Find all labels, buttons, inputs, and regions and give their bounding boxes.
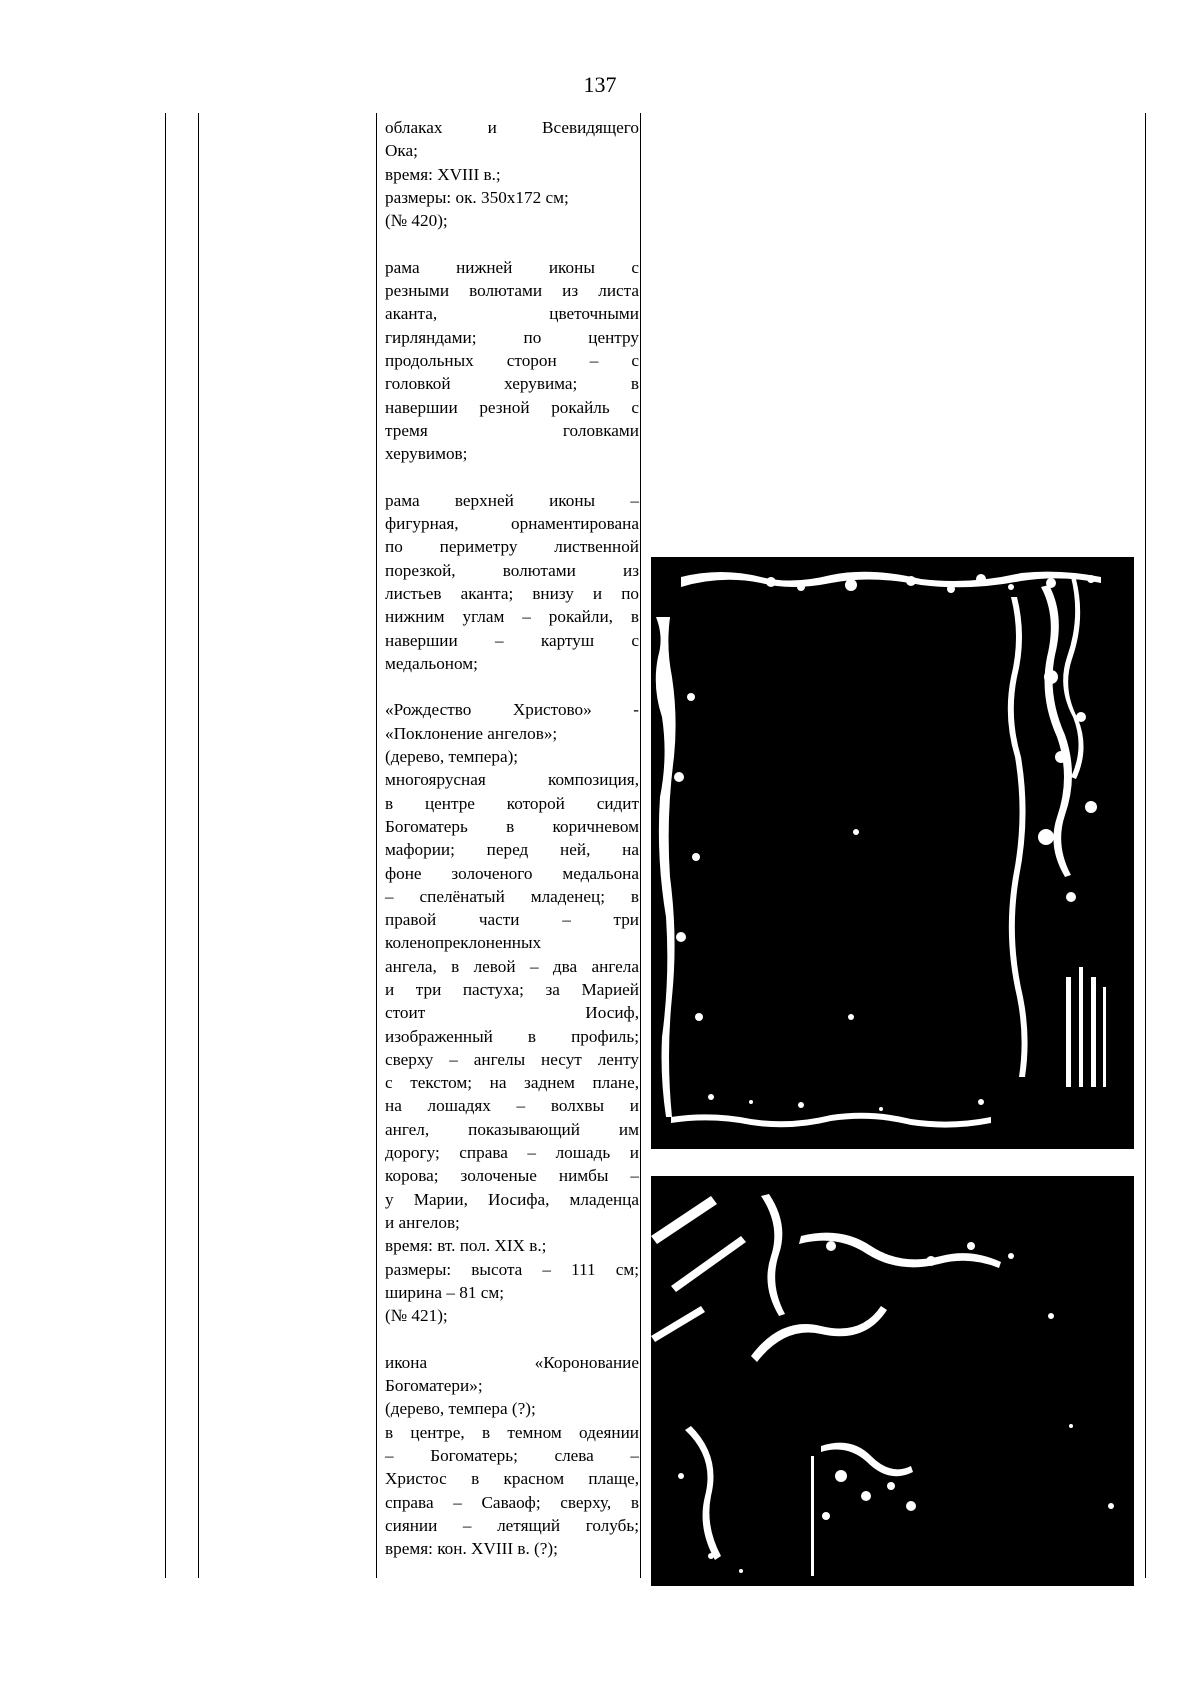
text-line: корова; золоченые нимбы –: [385, 1166, 639, 1186]
table-border-right: [1145, 113, 1146, 1578]
text-line: в центре которой сидит: [385, 793, 639, 813]
text-line: изображенный в профиль;: [385, 1026, 639, 1046]
text-line: икона «Коронование: [385, 1352, 639, 1372]
text-line: – спелёнатый младенец; в: [385, 886, 639, 906]
text-line: ангела, в левой – два ангела: [385, 956, 639, 976]
text-line: медальоном;: [385, 653, 478, 673]
text-line: дорогу; справа – лошадь и: [385, 1143, 639, 1163]
text-line: и три пастуха; за Марией: [385, 979, 639, 999]
text-line: резными волютами из листа: [385, 281, 639, 301]
table-border-text-left: [376, 113, 377, 1578]
text-line: продольных сторон – с: [385, 350, 639, 370]
text-line: (№ 420);: [385, 211, 448, 231]
text-line: «Рождество Христово» -: [385, 700, 639, 720]
text-line: время: кон. XVIII в. (?);: [385, 1539, 558, 1559]
description-paragraph: [385, 698, 639, 1327]
text-line: нижним углам – рокайли, в: [385, 607, 639, 627]
text-line: коленопреклоненных: [385, 933, 542, 953]
frame-photo-lower: [651, 1176, 1134, 1586]
description-paragraph: [385, 1351, 639, 1561]
text-line: по периметру лиственной: [385, 537, 639, 557]
text-line: размеры: высота – 111 см;: [385, 1259, 639, 1279]
text-line: сиянии – летящий голубь;: [385, 1515, 639, 1535]
text-line: правой части – три: [385, 910, 639, 930]
text-line: головкой херувима; в: [385, 374, 639, 394]
text-line: листьев аканта; внизу и по: [385, 583, 639, 603]
carved-frame-image: [651, 557, 1134, 1149]
text-line: навершии – картуш с: [385, 630, 639, 650]
text-line: и ангелов;: [385, 1212, 460, 1232]
page-number: 137: [583, 72, 617, 97]
text-line: Богоматери»;: [385, 1376, 483, 1396]
text-line: ангел, показывающий им: [385, 1119, 639, 1139]
text-line: справа – Саваоф; сверху, в: [385, 1492, 639, 1512]
text-line: аканта, цветочными: [385, 304, 639, 324]
description-paragraph: [385, 116, 639, 232]
text-line: рама верхней иконы –: [385, 490, 639, 510]
text-line: порезкой, волютами из: [385, 560, 639, 580]
text-line: Богоматерь в коричневом: [385, 816, 639, 836]
text-line: Ока;: [385, 141, 418, 161]
table-border-left-inner: [198, 113, 199, 1578]
text-line: ширина – 81 см;: [385, 1282, 505, 1302]
text-line: у Марии, Иосифа, младенца: [385, 1189, 639, 1209]
text-line: размеры: ок. 350х172 см;: [385, 187, 569, 207]
text-line: многоярусная композиция,: [385, 770, 639, 790]
text-line: «Поклонение ангелов»;: [385, 723, 558, 743]
text-line: с текстом; на заднем плане,: [385, 1073, 639, 1093]
text-line: время: XVIII в.;: [385, 164, 501, 184]
text-line: на лошадях – волхвы и: [385, 1096, 639, 1116]
text-line: облаках и Всевидящего: [385, 118, 639, 137]
text-line: стоит Иосиф,: [385, 1003, 639, 1023]
text-line: тремя головками: [385, 420, 639, 440]
table-border-left-outer: [165, 113, 166, 1578]
text-line: сверху – ангелы несут ленту: [385, 1049, 639, 1069]
description-column: [385, 116, 639, 1584]
text-line: навершии резной рокайль с: [385, 397, 639, 417]
text-line: фоне золоченого медальона: [385, 863, 639, 883]
description-paragraph: [385, 489, 639, 675]
table-border-text-right: [640, 113, 641, 1578]
text-line: – Богоматерь; слева –: [385, 1445, 639, 1465]
text-line: херувимов;: [385, 444, 468, 464]
text-line: время: вт. пол. XIX в.;: [385, 1236, 547, 1256]
carved-frame-detail-image: [651, 1176, 1134, 1586]
text-line: рама нижней иконы с: [385, 257, 639, 277]
text-line: в центре, в темном одеянии: [385, 1422, 639, 1442]
text-line: (дерево, темпера);: [385, 747, 519, 767]
frame-photo-upper: [651, 557, 1134, 1149]
text-line: фигурная, орнаментирована: [385, 514, 639, 534]
text-line: (дерево, темпера (?);: [385, 1399, 536, 1419]
text-line: Христос в красном плаще,: [385, 1469, 639, 1489]
text-line: мафории; перед ней, на: [385, 840, 639, 860]
description-paragraph: [385, 256, 639, 466]
text-line: гирляндами; по центру: [385, 327, 639, 347]
text-line: (№ 421);: [385, 1306, 448, 1326]
